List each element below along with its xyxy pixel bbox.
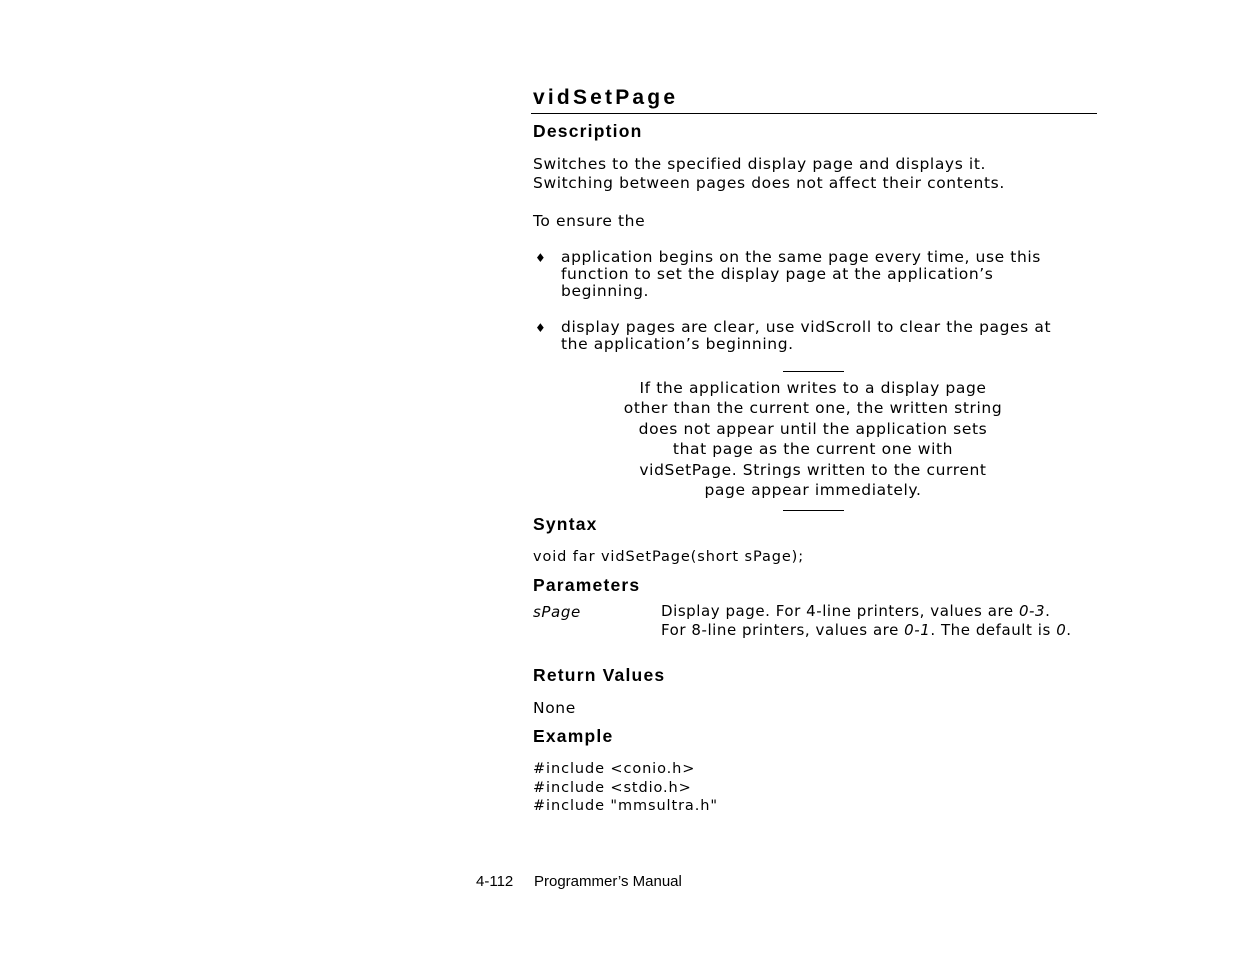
syntax-code: void far vidSetPage(short sPage); (533, 549, 805, 565)
return-values-heading: Return Values (533, 665, 666, 685)
param-value-range: 0-1 (904, 621, 931, 639)
param-text: Display page. For 4-line printers, values are (661, 602, 1019, 620)
bullet-item (561, 319, 1051, 353)
bullet-line: application begins on the same page every time, use this (561, 248, 1041, 266)
example-heading: Example (533, 726, 614, 746)
param-default-value: 0 (1056, 621, 1067, 639)
note-line: If the application writes to a display page (639, 379, 987, 397)
return-values-text: None (533, 699, 576, 717)
description-text (533, 155, 1005, 193)
example-code (533, 760, 718, 816)
code-line: #include "mmsultra.h" (533, 798, 718, 814)
bullet-diamond-icon: ♦ (535, 321, 546, 335)
bullet-line: the application’s beginning. (561, 335, 794, 353)
parameter-description-line (661, 621, 1072, 640)
param-text: . The default is (930, 621, 1057, 639)
bullet-line: beginning. (561, 282, 650, 300)
bullet-line: function to set the display page at the application’s (561, 265, 994, 283)
bullet-diamond-icon: ♦ (535, 251, 546, 265)
param-value-range: 0-3 (1018, 602, 1046, 620)
description-heading: Description (533, 121, 643, 141)
note-line: vidSetPage. Strings written to the current (639, 460, 987, 479)
param-text: . (1066, 621, 1072, 639)
code-line: #include <conio.h> (533, 761, 696, 777)
bullet-line: display pages are clear, use vidScroll to clear the pages at (561, 318, 1052, 336)
note-bottom-rule (783, 510, 844, 511)
page-number: 4-112 (476, 873, 514, 890)
param-text: . (1045, 602, 1051, 620)
note-line: page appear immediately. (704, 481, 922, 500)
note-line: does not appear until the application sets (638, 419, 988, 438)
note-block (590, 378, 1036, 500)
description-line: Switches to the specified display page and displays it. (533, 155, 987, 173)
page-title: vidSetPage (533, 86, 679, 109)
note-line: other than the current one, the written string (623, 399, 1003, 418)
parameter-name: sPage (533, 603, 581, 621)
code-line: #include <stdio.h> (533, 779, 692, 796)
note-top-rule (783, 371, 844, 372)
description-intro: To ensure the (533, 212, 646, 230)
manual-title: Programmer’s Manual (534, 873, 682, 890)
note-line: that page as the current one with (672, 440, 954, 459)
parameter-description (661, 602, 1072, 640)
syntax-heading: Syntax (533, 514, 598, 534)
description-line: Switching between pages does not affect their contents. (533, 174, 1005, 192)
parameter-description-line (661, 602, 1072, 621)
bullet-item (561, 249, 1041, 300)
title-divider (531, 113, 1097, 114)
param-text: For 8-line printers, values are (661, 621, 905, 639)
parameters-heading: Parameters (533, 575, 641, 595)
